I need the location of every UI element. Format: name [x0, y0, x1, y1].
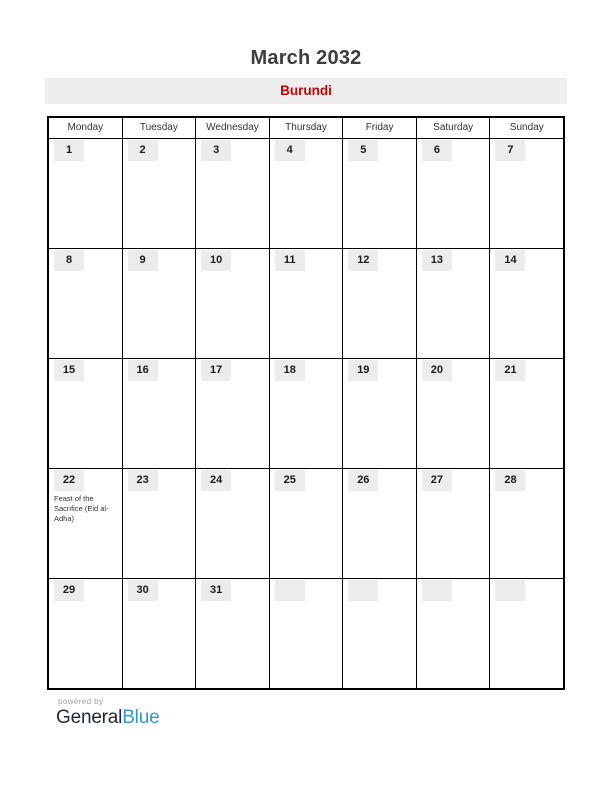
date-number: 13 [422, 250, 452, 271]
date-number: 24 [201, 470, 231, 491]
weekday-header-row [49, 118, 563, 139]
day-cell-30 [123, 579, 197, 688]
week-row [49, 139, 563, 249]
date-number: 1 [54, 140, 84, 161]
weekday-header-thursday: Thursday [270, 118, 344, 138]
powered-by-label: powered by [58, 697, 104, 706]
date-number: 21 [495, 360, 525, 381]
date-number: 15 [54, 360, 84, 381]
date-number: 17 [201, 360, 231, 381]
country-band [45, 78, 567, 104]
date-box-empty [422, 580, 452, 601]
day-cell-8 [49, 249, 123, 358]
day-cell-7 [490, 139, 563, 248]
day-cell-20 [417, 359, 491, 468]
week-row [49, 579, 563, 688]
day-cell-29 [49, 579, 123, 688]
date-number: 5 [348, 140, 378, 161]
day-cell-empty [490, 579, 563, 688]
weekday-header-tuesday: Tuesday [123, 118, 197, 138]
week-row [49, 249, 563, 359]
day-cell-19 [343, 359, 417, 468]
date-number: 3 [201, 140, 231, 161]
weekday-header-wednesday: Wednesday [196, 118, 270, 138]
day-cell-13 [417, 249, 491, 358]
day-cell-15 [49, 359, 123, 468]
day-cell-16 [123, 359, 197, 468]
day-cell-26 [343, 469, 417, 578]
day-cell-17 [196, 359, 270, 468]
weekday-header-saturday: Saturday [417, 118, 491, 138]
day-cell-24 [196, 469, 270, 578]
date-number: 20 [422, 360, 452, 381]
day-cell-2 [123, 139, 197, 248]
day-cell-12 [343, 249, 417, 358]
date-number: 8 [54, 250, 84, 271]
date-number: 6 [422, 140, 452, 161]
generalblue-logo[interactable] [56, 707, 159, 729]
week-row [49, 359, 563, 469]
day-cell-25 [270, 469, 344, 578]
date-number: 9 [128, 250, 158, 271]
date-number: 30 [128, 580, 158, 601]
day-cell-empty [270, 579, 344, 688]
day-cell-10 [196, 249, 270, 358]
calendar-weeks [49, 139, 563, 688]
page-title: March 2032 [250, 47, 362, 69]
date-number: 10 [201, 250, 231, 271]
day-cell-6 [417, 139, 491, 248]
date-number: 27 [422, 470, 452, 491]
day-cell-21 [490, 359, 563, 468]
date-number: 14 [495, 250, 525, 271]
day-cell-1 [49, 139, 123, 248]
brand-general-text: General [56, 707, 123, 728]
date-number: 31 [201, 580, 231, 601]
day-cell-4 [270, 139, 344, 248]
day-cell-22 [49, 469, 123, 578]
weekday-header-sunday: Sunday [509, 122, 544, 133]
date-number: 2 [128, 140, 158, 161]
date-number: 28 [495, 470, 525, 491]
date-number: 18 [275, 360, 305, 381]
day-cell-5 [343, 139, 417, 248]
day-cell-28 [490, 469, 563, 578]
day-cell-31 [196, 579, 270, 688]
weekday-header-monday: Monday [49, 118, 123, 138]
date-number: 11 [275, 250, 305, 271]
date-box-empty [495, 580, 525, 601]
date-number: 12 [348, 250, 378, 271]
day-cell-9 [123, 249, 197, 358]
day-cell-18 [270, 359, 344, 468]
date-number: 23 [128, 470, 158, 491]
holiday-label: Feast of the Sacrifice (Eid al-Adha) [54, 494, 109, 524]
date-number: 16 [128, 360, 158, 381]
date-number: 7 [495, 140, 525, 161]
brand-blue-text: Blue [122, 707, 160, 728]
weekday-header-friday: Friday [343, 118, 417, 138]
day-cell-11 [270, 249, 344, 358]
day-cell-14 [490, 249, 563, 358]
date-number: 29 [54, 580, 84, 601]
day-cell-3 [196, 139, 270, 248]
date-number: 22 [54, 470, 84, 491]
date-number: 26 [348, 470, 378, 491]
country-label: Burundi [280, 83, 332, 98]
day-cell-23 [123, 469, 197, 578]
day-cell-27 [417, 469, 491, 578]
calendar-grid [47, 116, 565, 690]
date-box-empty [348, 580, 378, 601]
date-number: 25 [275, 470, 305, 491]
date-box-empty [275, 580, 305, 601]
day-cell-empty [343, 579, 417, 688]
day-cell-empty [417, 579, 491, 688]
week-row [49, 469, 563, 579]
footer [56, 697, 612, 729]
date-number: 19 [348, 360, 378, 381]
date-number: 4 [275, 140, 305, 161]
